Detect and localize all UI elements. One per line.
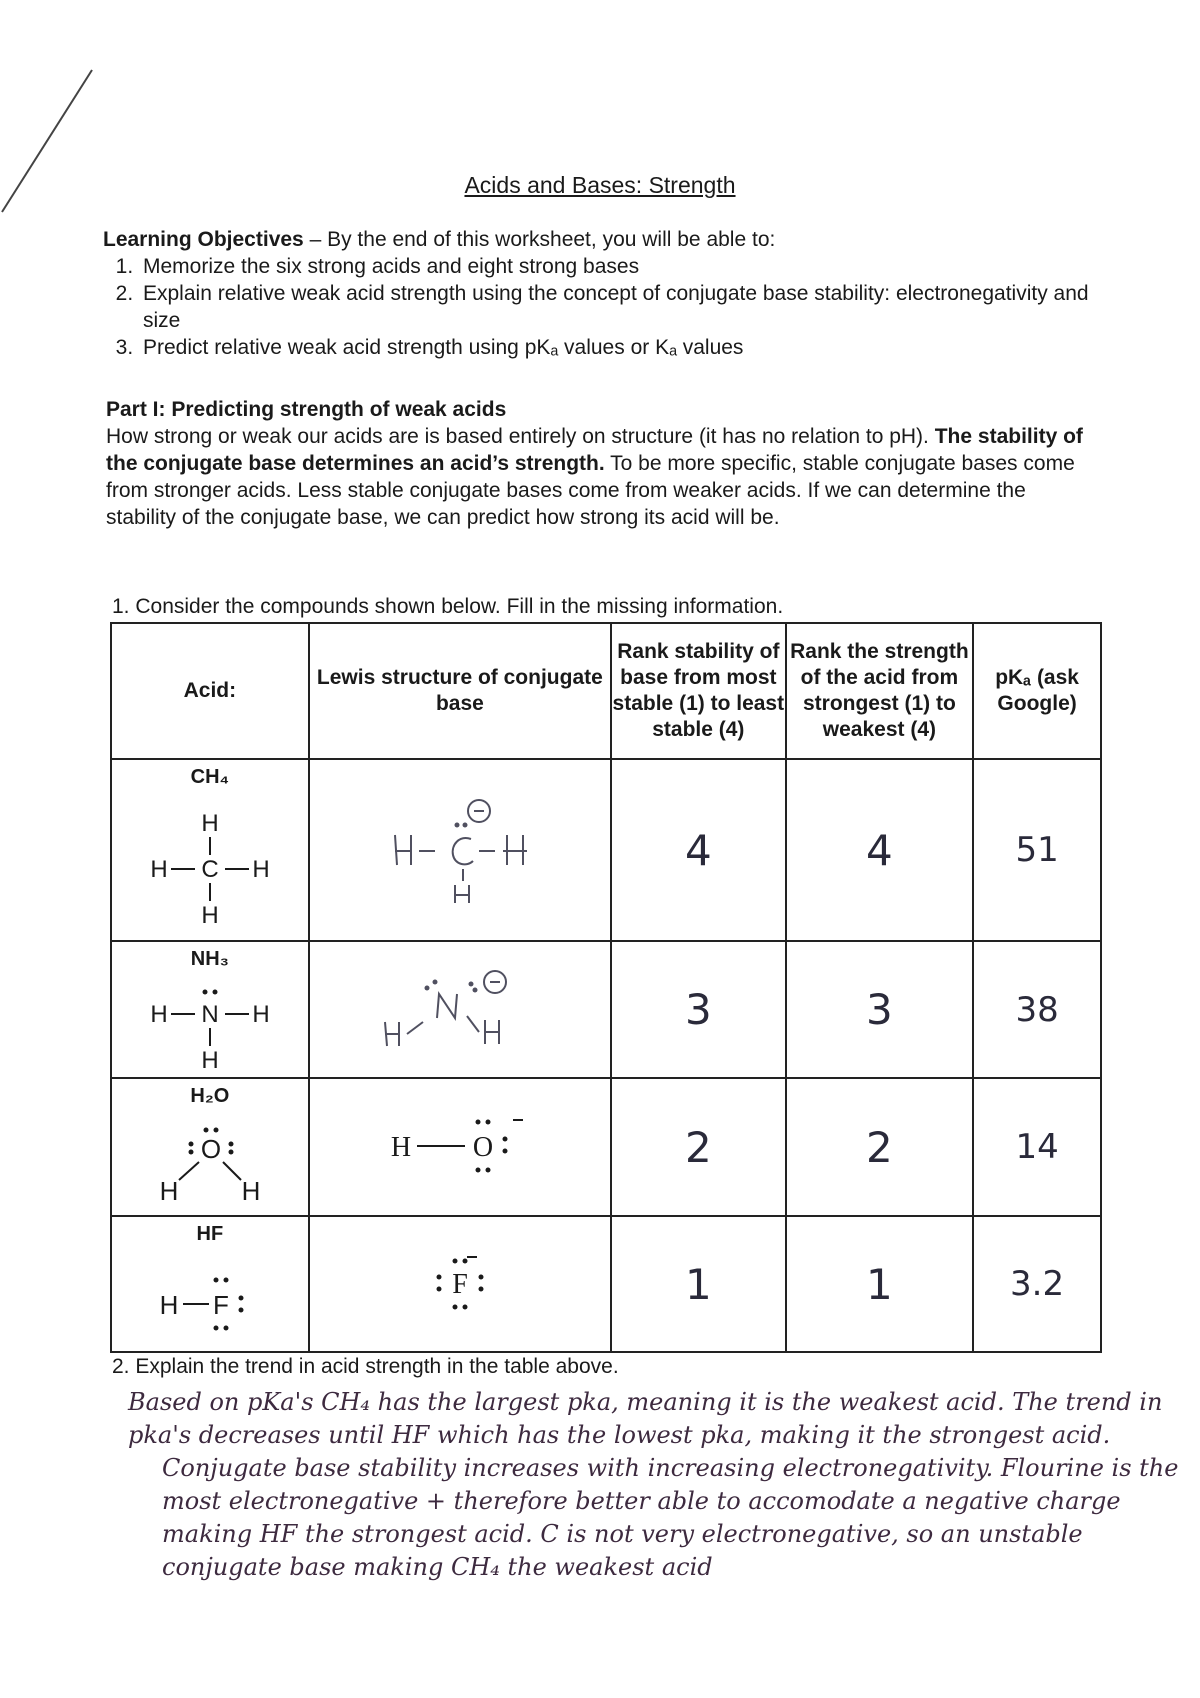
lewis-cell <box>309 941 611 1078</box>
answer-paragraph-1: Based on pKa's CH₄ has the largest pka, meaning it is the weakest acid. The trend in pka's decreases until HF which has the lowest pka, making it the strongest acid. <box>128 1388 1163 1449</box>
svg-text:H: H <box>150 1000 168 1028</box>
strength-cell <box>786 1078 974 1216</box>
svg-text:H: H <box>390 1132 411 1163</box>
svg-text:F: F <box>452 1269 468 1300</box>
acid-cell <box>111 759 309 941</box>
stability-cell <box>611 1216 786 1352</box>
svg-text:H: H <box>150 856 168 883</box>
acid-formula: H₂O <box>190 1085 230 1107</box>
pka-value: 38 <box>1015 989 1059 1030</box>
svg-text:H: H <box>201 810 219 837</box>
pka-cell <box>973 1216 1101 1352</box>
strength-cell <box>786 759 974 941</box>
acid-formula: HF <box>196 1223 224 1245</box>
pka-value: 3.2 <box>1010 1264 1065 1304</box>
stability-cell <box>611 941 786 1078</box>
acid-strength-table <box>110 622 1102 1353</box>
question-2: 2. Explain the trend in acid strength in the table above. <box>112 1355 619 1378</box>
strength-cell <box>786 1216 974 1352</box>
pka-value: 51 <box>1015 830 1059 870</box>
svg-text:H: H <box>252 1000 270 1028</box>
fluoride-lewis-structure <box>415 1249 505 1319</box>
stability-cell <box>611 759 786 941</box>
svg-text:H: H <box>159 1176 179 1206</box>
ammonia-structure <box>145 980 275 1070</box>
acid-formula: CH₄ <box>190 766 230 788</box>
svg-text:F: F <box>212 1290 229 1320</box>
objectives-list <box>103 253 1103 361</box>
header-stability: Rank stability of base from most stable (1) to least stable (4) <box>611 623 786 759</box>
svg-text:H: H <box>241 1176 261 1206</box>
objective-item: 2. Explain relative weak acid strength using the concept of conjugate base stability: electronegativity and size <box>139 280 1103 334</box>
part-one-section <box>106 396 1096 531</box>
methane-structure <box>145 807 275 927</box>
header-acid: Acid: <box>111 623 309 759</box>
answer-paragraph-2: Conjugate base stability increases with increasing electronegativity. Flourine is the most electronegative + therefore better able to accomodate a negative charge making HF the strongest acid. C is not very electronegative, so an unstable conjugate base making CH₄ the weakest acid <box>162 1454 1179 1581</box>
stability-cell <box>611 1078 786 1216</box>
pka-cell <box>973 941 1101 1078</box>
stability-rank: 4 <box>684 825 712 875</box>
part-one-heading: Part I: Predicting strength of weak acids <box>106 398 507 421</box>
stability-rank: 2 <box>684 1122 712 1172</box>
worksheet-title: Acids and Bases: Strength <box>464 172 736 198</box>
stability-rank: 3 <box>684 985 712 1034</box>
table-row <box>111 1078 1101 1216</box>
acid-formula: NH₃ <box>190 948 229 970</box>
stability-rank: 1 <box>684 1259 712 1309</box>
pka-cell <box>973 759 1101 941</box>
svg-text:H: H <box>159 1290 179 1320</box>
part-one-paragraph: How strong or weak our acids are is based entirely on structure (it has no relation to pH). The stability of the conjugate base determines an acid’s strength. To be more specific, stable conjugate bases come from stronger acids. Less stable conjugate bases come from weaker acids. If we can determine the stability of the conjugate base, we can predict how strong its acid will be. <box>106 425 1083 529</box>
svg-text:H: H <box>201 1046 219 1070</box>
handwritten-answer <box>128 1386 1188 1584</box>
strength-rank: 3 <box>866 985 893 1034</box>
pka-value: 14 <box>1015 1127 1059 1167</box>
table-row <box>111 1216 1101 1352</box>
hydrogen-fluoride-structure <box>155 1270 265 1334</box>
amide-anion-sketch <box>375 960 545 1060</box>
hydroxide-lewis-structure <box>385 1112 535 1182</box>
header-lewis: Lewis structure of conjugate base <box>309 623 611 759</box>
svg-text:H: H <box>252 856 270 883</box>
header-pka: pKₐ (ask Google) <box>973 623 1101 759</box>
svg-text:C: C <box>201 856 219 883</box>
objectives-lead: – By the end of this worksheet, you will be able to: <box>303 228 776 251</box>
strength-rank: 4 <box>866 825 893 875</box>
lewis-cell <box>309 1216 611 1352</box>
learning-objectives <box>103 226 1103 361</box>
pka-cell <box>973 1078 1101 1216</box>
svg-text:O: O <box>200 1134 221 1164</box>
table-row <box>111 759 1101 941</box>
strength-rank: 2 <box>866 1122 893 1172</box>
objective-item: 1. Memorize the six strong acids and eight strong bases <box>139 253 1103 280</box>
header-strength: Rank the strength of the acid from strongest (1) to weakest (4) <box>786 623 974 759</box>
table-row <box>111 941 1101 1078</box>
svg-text:H: H <box>201 902 219 927</box>
acid-cell <box>111 1078 309 1216</box>
methyl-anion-sketch <box>375 795 545 905</box>
question-1: 1. Consider the compounds shown below. Fill in the missing information. <box>112 595 784 618</box>
lewis-cell <box>309 759 611 941</box>
strength-cell <box>786 941 974 1078</box>
acid-cell <box>111 941 309 1078</box>
strength-rank: 1 <box>866 1259 893 1309</box>
lewis-cell <box>309 1078 611 1216</box>
acid-cell <box>111 1216 309 1352</box>
objectives-heading: Learning Objectives <box>103 228 304 251</box>
water-structure <box>155 1122 265 1206</box>
svg-text:N: N <box>201 1000 219 1028</box>
objective-item: 3. Predict relative weak acid strength using pKₐ values or Kₐ values <box>139 334 1103 361</box>
svg-text:O: O <box>472 1132 493 1163</box>
